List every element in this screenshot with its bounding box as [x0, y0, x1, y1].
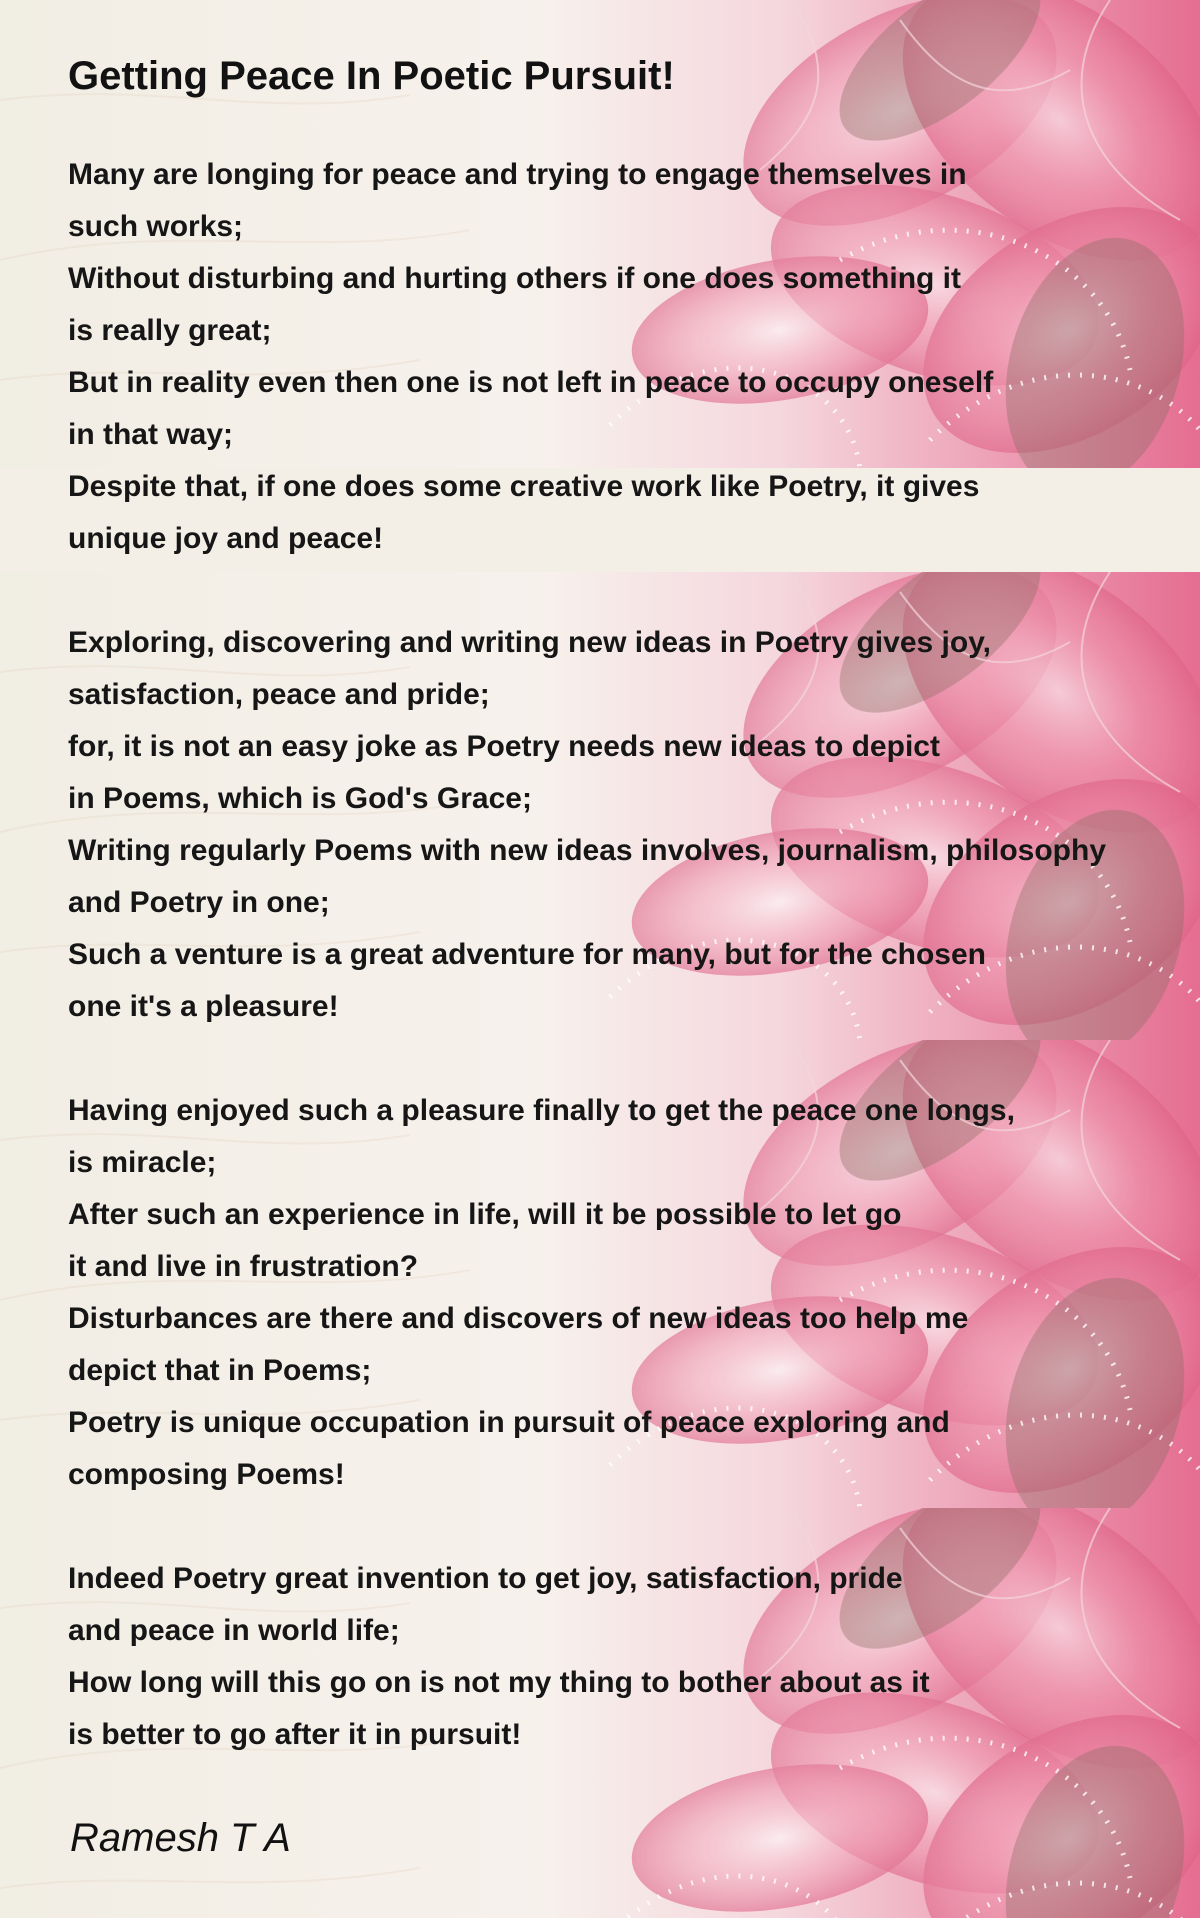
author-name: Ramesh T A	[70, 1816, 291, 1860]
poem-line: depict that in Poems;	[68, 1354, 372, 1387]
poem-line: But in reality even then one is not left in peace to occupy oneself	[68, 366, 994, 399]
poem-line: for, it is not an easy joke as Poetry needs new ideas to depict	[68, 730, 940, 763]
poem-line: How long will this go on is not my thing to bother about as it	[68, 1666, 930, 1699]
poem-line: composing Poems!	[68, 1458, 345, 1491]
poem-line: Disturbances are there and discovers of new ideas too help me	[68, 1302, 969, 1335]
poem-line: Despite that, if one does some creative work like Poetry, it gives	[68, 470, 980, 503]
poem-line: After such an experience in life, will it be possible to let go	[68, 1198, 902, 1231]
poem-title: Getting Peace In Poetic Pursuit!	[68, 54, 675, 98]
stanza-2	[68, 617, 1188, 1033]
poem-line: Poetry is unique occupation in pursuit of peace exploring and	[68, 1406, 950, 1439]
poem-line: unique joy and peace!	[68, 522, 384, 555]
stanza-4	[68, 1553, 1188, 1761]
stanza-1	[68, 149, 1188, 565]
stanza-3	[68, 1085, 1188, 1501]
poem-line: Without disturbing and hurting others if one does something it	[68, 262, 961, 295]
poem-line: in that way;	[68, 418, 234, 451]
poem-line: is really great;	[68, 314, 272, 347]
poem-line: it and live in frustration?	[68, 1250, 419, 1283]
poem-line: Writing regularly Poems with new ideas involves, journalism, philosophy	[68, 834, 1107, 867]
poem-line: is miracle;	[68, 1146, 217, 1179]
poem-line: one it's a pleasure!	[68, 990, 339, 1023]
poem-card	[68, 50, 1188, 1761]
poem-body	[68, 149, 1188, 1761]
poem-line: Exploring, discovering and writing new ideas in Poetry gives joy,	[68, 626, 991, 659]
poem-line: Having enjoyed such a pleasure finally to get the peace one longs,	[68, 1094, 1015, 1127]
poem-line: satisfaction, peace and pride;	[68, 678, 490, 711]
poem-line: is better to go after it in pursuit!	[68, 1718, 522, 1751]
poem-line: and peace in world life;	[68, 1614, 400, 1647]
poem-line: in Poems, which is God's Grace;	[68, 782, 532, 815]
poem-line: Such a venture is a great adventure for many, but for the chosen	[68, 938, 986, 971]
poem-line: Indeed Poetry great invention to get joy, satisfaction, pride	[68, 1562, 903, 1595]
poem-line: and Poetry in one;	[68, 886, 330, 919]
poem-line: such works;	[68, 210, 244, 243]
poem-line: Many are longing for peace and trying to engage themselves in	[68, 158, 967, 191]
